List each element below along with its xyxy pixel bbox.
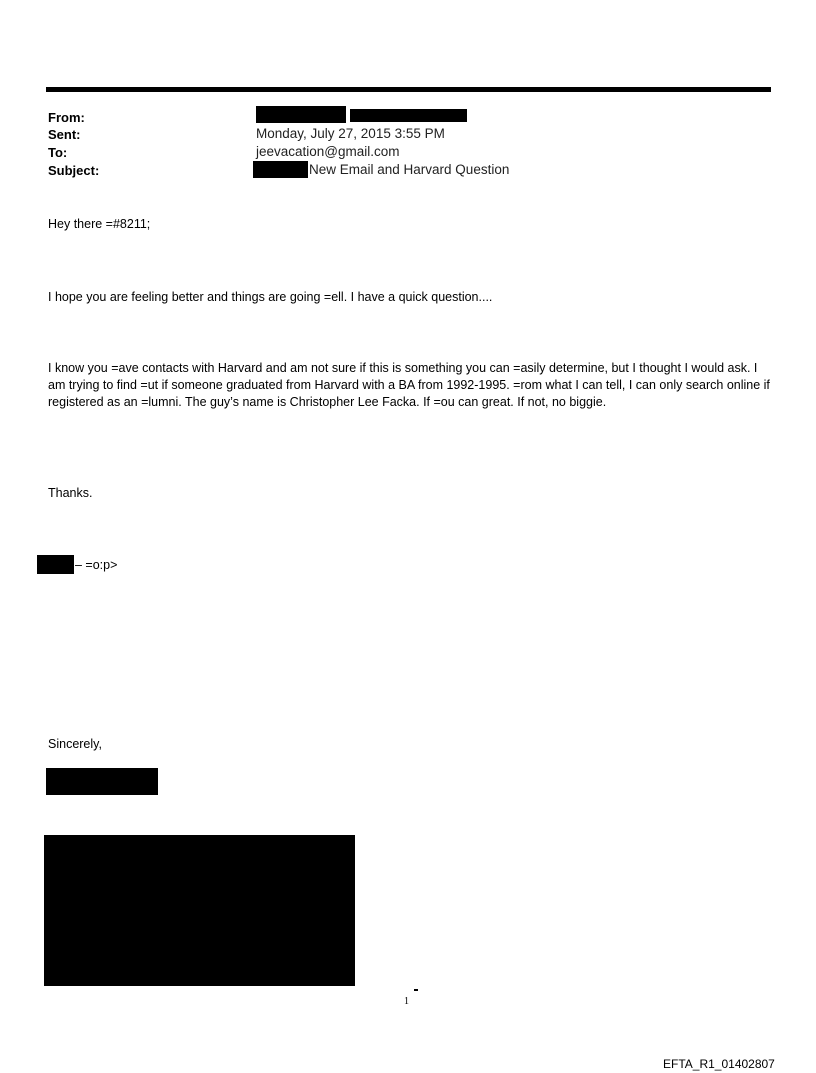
signature-block-redaction (44, 835, 355, 986)
subject-redaction (253, 161, 308, 178)
sent-label: Sent: (48, 127, 81, 142)
bates-number: EFTA_R1_01402807 (663, 1057, 775, 1071)
subject-label: Subject: (48, 163, 100, 178)
signature-suffix: – =o:p> (75, 558, 118, 572)
to-value: jeevacation@gmail.com (256, 144, 400, 159)
sent-value: Monday, July 27, 2015 3:55 PM (256, 126, 445, 141)
subject-value: New Email and Harvard Question (309, 162, 510, 177)
to-label: To: (48, 145, 68, 160)
thanks-line: Thanks. (48, 486, 93, 500)
closing: Sincerely, (48, 737, 102, 751)
name-redaction (46, 768, 158, 795)
signature-redaction (37, 555, 74, 574)
greeting: Hey there =#8211; (48, 217, 151, 231)
paragraph-1: I hope you are feeling better and things are going =ell. I have a quick question.... (48, 290, 493, 304)
from-redaction-2 (350, 109, 467, 122)
from-redaction-1 (256, 106, 346, 123)
header-divider (46, 87, 771, 92)
page-number-mark (414, 989, 418, 991)
from-label: From: (48, 110, 85, 125)
paragraph-2: I know you =ave contacts with Harvard and am not sure if this is something you can =asily determine, but I thought I would ask. I am trying to find =ut if someone graduated from Harvard with a BA from 1992-1995. =rom what I can tell, I can only search online if registered as an =lumni. The guy’s name is Christopher Lee Facka. If =ou can great. If not, no biggie. (48, 361, 770, 409)
page-number: 1 (404, 996, 409, 1007)
